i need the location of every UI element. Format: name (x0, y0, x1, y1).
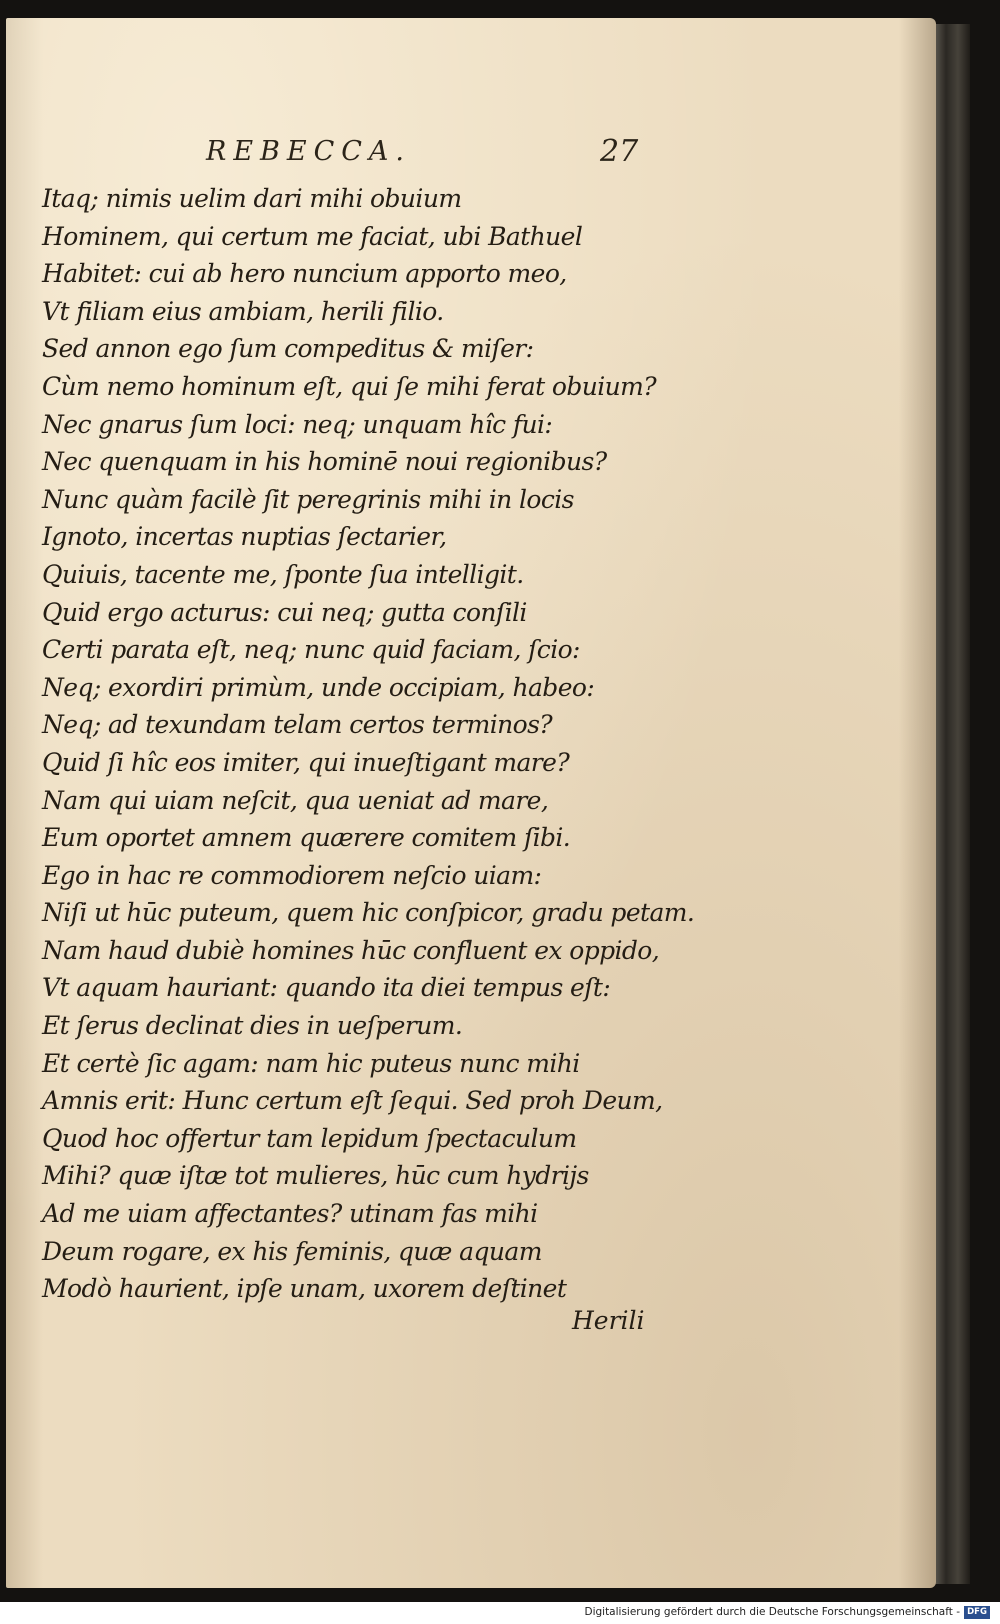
verse-line: Itaq; nimis uelim dari mihi obuium (42, 184, 462, 213)
verse-line: Quid ergo acturus: cui neq; gutta conſili (42, 597, 527, 627)
verse-line: Nam haud dubiè homines hūc confluent ex oppido, (42, 935, 660, 965)
verse-line: Quod hoc offertur tam lepidum ſpectaculum (42, 1123, 577, 1153)
verse-line: Ad me uiam affectantes? utinam fas mihi (42, 1199, 538, 1229)
verse-line: Nunc quàm facilè ſit peregrinis mihi in locis (42, 484, 574, 514)
verse-line: Neq; ad texundam telam certos terminos? (42, 710, 553, 740)
verse-line: Nam qui uiam neſcit, qua ueniat ad mare, (42, 785, 549, 815)
verse-line: Et ſerus declinat dies in ueſperum. (42, 1011, 463, 1041)
page-header (6, 136, 936, 176)
verse-line: Hominem, qui certum me faciat, ubi Bathuel (42, 221, 583, 251)
running-title: REBECCA. (206, 136, 411, 167)
verse-line: Nec gnarus ſum loci: neq; unquam hîc fui: (42, 409, 553, 439)
verse-line: Amnis erit: Hunc certum eſt ſequi. Sed proh Deum, (42, 1086, 663, 1116)
verse-line: Neq; exordiri primùm, unde occipiam, habeo: (42, 672, 595, 702)
verse-line: Certi parata eſt, neq; nunc quid faciam, ſcio: (42, 635, 580, 665)
catchword: Herili (572, 1306, 645, 1335)
footer-bar (0, 1602, 1000, 1624)
verse-line: Niſi ut hūc puteum, quem hic conſpicor, gradu petam. (42, 898, 695, 928)
verse-line: Deum rogare, ex his feminis, quæ aquam (42, 1236, 542, 1266)
verse-line: Habitet: cui ab hero nuncium apporto meo, (42, 259, 567, 289)
verse-line: Vt aquam hauriant: quando ita diei tempus eſt: (42, 973, 611, 1003)
book-page (6, 18, 936, 1588)
verse-line: Et certè ſic agam: nam hic puteus nunc mihi (42, 1048, 580, 1078)
verse-line: Modò haurient, ipſe unam, uxorem deſtinet (42, 1274, 567, 1304)
verse-line: Quiuis, tacente me, ſponte ſua intelligit. (42, 559, 524, 589)
funding-credit: Digitalisierung gefördert durch die Deutsche Forschungsgemeinschaft - (584, 1606, 960, 1618)
page-edge-shadow (930, 24, 970, 1584)
verse-line: Nec quenquam in his hominē noui regionibus? (42, 447, 607, 477)
verse-line: Ignoto, incertas nuptias ſectarier, (42, 522, 447, 552)
verse-line: Mihi? quæ iſtæ tot mulieres, hūc cum hydrijs (42, 1161, 589, 1191)
verse-line: Cùm nemo hominum eſt, qui ſe mihi ferat obuium? (42, 371, 657, 401)
verse-block (42, 180, 922, 1308)
verse-line: Ego in hac re commodiorem neſcio uiam: (42, 860, 542, 890)
verse-line: Quid ſi hîc eos imiter, qui inueſtigant mare? (42, 747, 570, 777)
verse-line: Eum oportet amnem quærere comitem ſibi. (42, 823, 571, 853)
page-number: 27 (600, 134, 639, 169)
dfg-logo-icon: DFG (964, 1606, 990, 1619)
verse-line: Vt filiam eius ambiam, herili filio. (42, 296, 444, 326)
verse-line: Sed annon ego ſum compeditus & miſer: (42, 334, 534, 364)
